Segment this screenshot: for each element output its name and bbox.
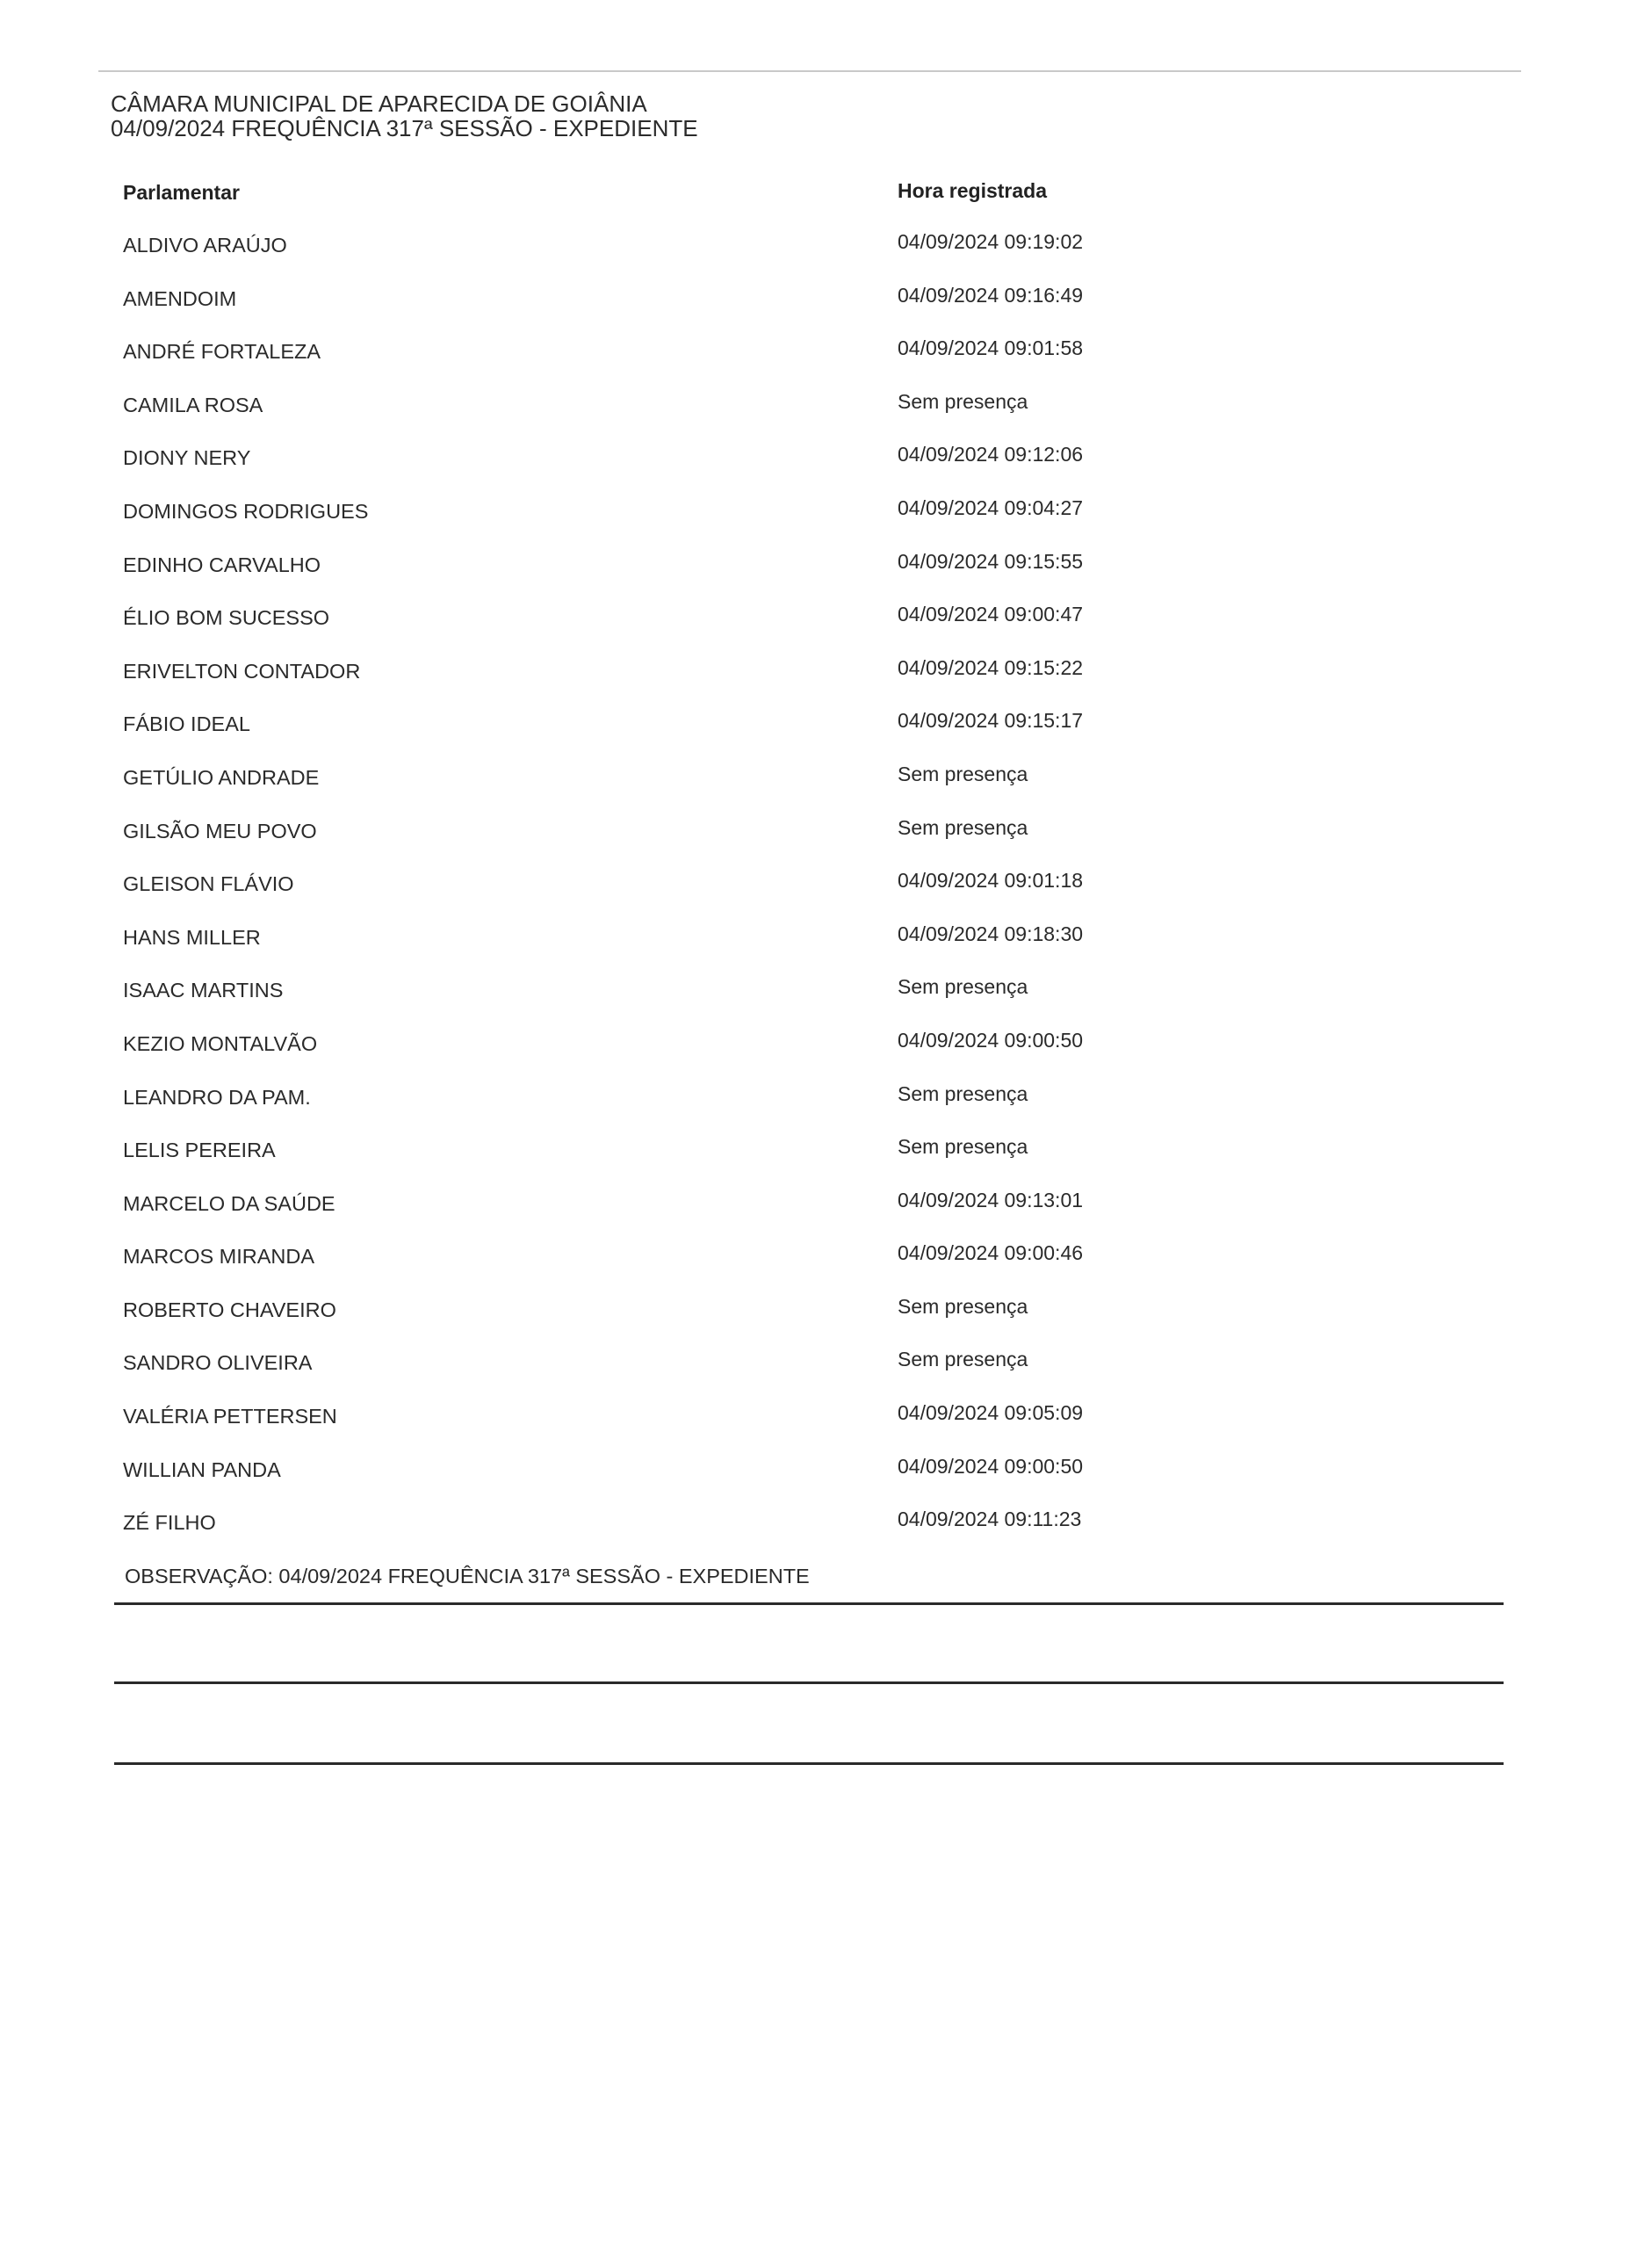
table-row [0, 922, 1652, 980]
column-header-hora-registrada: Hora registrada [898, 179, 1048, 202]
table-row [0, 495, 1652, 553]
parlamentar-name: MARCELO DA SAÚDE [123, 1191, 335, 1215]
parlamentar-name: ERIVELTON CONTADOR [123, 659, 361, 683]
registered-time: 04/09/2024 09:15:55 [898, 549, 1084, 573]
top-divider [98, 70, 1521, 72]
parlamentar-name: DOMINGOS RODRIGUES [123, 499, 369, 523]
parlamentar-name: ISAAC MARTINS [123, 979, 284, 1002]
parlamentar-name: EDINHO CARVALHO [123, 553, 321, 576]
table-row [0, 283, 1652, 341]
table-row [0, 1348, 1652, 1405]
signature-line-3 [114, 1762, 1504, 1765]
registered-time: Sem presença [898, 1135, 1028, 1159]
parlamentar-name: FÁBIO IDEAL [123, 712, 250, 736]
registered-time: 04/09/2024 09:13:01 [898, 1188, 1084, 1211]
parlamentar-name: DIONY NERY [123, 446, 251, 470]
registered-time: 04/09/2024 09:01:58 [898, 336, 1084, 360]
table-row [0, 1135, 1652, 1192]
parlamentar-name: ALDIVO ARAÚJO [123, 234, 287, 257]
table-row [0, 1454, 1652, 1512]
parlamentar-name: CAMILA ROSA [123, 393, 263, 416]
registered-time: 04/09/2024 09:00:50 [898, 1028, 1084, 1052]
table-row [0, 869, 1652, 926]
registered-time: Sem presença [898, 762, 1028, 785]
observation-text: OBSERVAÇÃO: 04/09/2024 FREQUÊNCIA 317ª SESSÃO - EXPEDIENTE [125, 1565, 810, 1587]
registered-time: Sem presença [898, 1081, 1028, 1105]
table-row [0, 1401, 1652, 1458]
parlamentar-name: GLEISON FLÁVIO [123, 872, 294, 896]
registered-time: 04/09/2024 09:05:09 [898, 1401, 1084, 1425]
parlamentar-name: VALÉRIA PETTERSEN [123, 1405, 337, 1428]
table-row [0, 336, 1652, 394]
table-row [0, 549, 1652, 607]
signature-line-1 [114, 1602, 1504, 1605]
parlamentar-name: GILSÃO MEU POVO [123, 819, 317, 842]
parlamentar-name: SANDRO OLIVEIRA [123, 1351, 313, 1375]
parlamentar-name: LELIS PEREIRA [123, 1139, 276, 1162]
parlamentar-name: ANDRÉ FORTALEZA [123, 340, 321, 364]
registered-time: 04/09/2024 09:15:17 [898, 709, 1084, 733]
table-row [0, 603, 1652, 660]
table-row [0, 655, 1652, 713]
registered-time: Sem presença [898, 815, 1028, 839]
registered-time: Sem presença [898, 975, 1028, 999]
table-row [0, 975, 1652, 1032]
registered-time: Sem presença [898, 1348, 1028, 1371]
registered-time: 04/09/2024 09:19:02 [898, 230, 1084, 253]
registered-time: 04/09/2024 09:01:18 [898, 869, 1084, 893]
registered-time: 04/09/2024 09:18:30 [898, 922, 1084, 945]
registered-time: 04/09/2024 09:11:23 [898, 1508, 1082, 1531]
registered-time: 04/09/2024 09:04:27 [898, 495, 1084, 519]
organization-name: CÂMARA MUNICIPAL DE APARECIDA DE GOIÂNIA [111, 90, 647, 117]
table-row [0, 443, 1652, 500]
parlamentar-name: ZÉ FILHO [123, 1511, 216, 1535]
table-row [0, 1241, 1652, 1298]
parlamentar-name: WILLIAN PANDA [123, 1457, 281, 1481]
signature-line-2 [114, 1681, 1504, 1684]
table-row [0, 762, 1652, 820]
table-row [0, 1294, 1652, 1352]
registered-time: 04/09/2024 09:00:50 [898, 1454, 1084, 1478]
parlamentar-name: HANS MILLER [123, 925, 261, 949]
table-row [0, 1081, 1652, 1139]
parlamentar-name: GETÚLIO ANDRADE [123, 765, 320, 789]
table-row [0, 815, 1652, 873]
table-row [0, 709, 1652, 766]
table-row [0, 1028, 1652, 1086]
document-header [111, 91, 698, 141]
registered-time: 04/09/2024 09:16:49 [898, 283, 1084, 307]
registered-time: 04/09/2024 09:00:47 [898, 603, 1084, 626]
parlamentar-name: LEANDRO DA PAM. [123, 1085, 311, 1109]
parlamentar-name: ÉLIO BOM SUCESSO [123, 606, 330, 630]
table-row [0, 230, 1652, 287]
column-header-parlamentar: Parlamentar [123, 181, 240, 204]
registered-time: Sem presença [898, 1294, 1028, 1318]
parlamentar-name: AMENDOIM [123, 286, 237, 310]
parlamentar-name: ROBERTO CHAVEIRO [123, 1298, 336, 1321]
registered-time: 04/09/2024 09:00:46 [898, 1241, 1084, 1265]
registered-time: 04/09/2024 09:12:06 [898, 443, 1084, 466]
table-row [0, 1188, 1652, 1246]
registered-time: 04/09/2024 09:15:22 [898, 655, 1084, 679]
table-row [0, 1508, 1652, 1565]
parlamentar-name: MARCOS MIRANDA [123, 1245, 315, 1269]
table-row [0, 389, 1652, 447]
session-title: 04/09/2024 FREQUÊNCIA 317ª SESSÃO - EXPEDIENTE [111, 115, 698, 141]
attendance-table [0, 230, 1652, 1565]
registered-time: Sem presença [898, 389, 1028, 413]
parlamentar-name: KEZIO MONTALVÃO [123, 1031, 318, 1055]
